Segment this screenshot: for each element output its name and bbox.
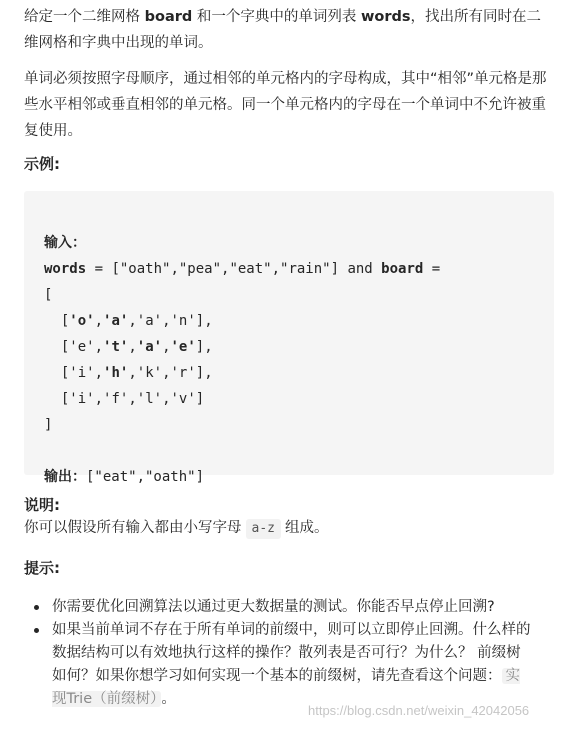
- board-cell: 't': [103, 339, 129, 355]
- board-cell: 'f': [103, 391, 129, 407]
- board-cell: 'o': [69, 313, 95, 329]
- board-cell: 'k': [136, 365, 163, 381]
- board-cell: 'i': [69, 365, 95, 381]
- output-label: 输出：: [44, 469, 86, 485]
- board-term: board: [144, 9, 193, 25]
- note-text-part: 你可以假设所有输入都由小写字母: [24, 520, 242, 536]
- hints-heading: 提示:: [24, 559, 60, 577]
- note-text: [24, 517, 328, 539]
- board-cell: 'e': [69, 339, 95, 355]
- board-cell: 'a': [136, 313, 163, 329]
- intro-paragraph-2: 单词必须按照字母顺序，通过相邻的单元格内的字母构成，其中“相邻”单元格是那些水平相邻或垂直相邻的单元格。同一个单元格内的字母在一个单词中不允许被重复使用。: [24, 71, 547, 139]
- board-cell: 'i': [69, 391, 95, 407]
- hint-text: 如果当前单词不存在于所有单词的前缀中，则可以立即停止回溯。什么样的数据结构可以有效地执行这样的操作？散列表是否可行？为什么？ 前缀树如何？如果你想学习如何实现一个基本的前缀树，请先查看这个问题：: [52, 622, 531, 684]
- code-content: [44, 204, 440, 490]
- example-code-block: [24, 191, 554, 485]
- intro-text: 给定一个二维网格: [24, 9, 145, 25]
- close-bracket: ]: [44, 417, 53, 433]
- hint-text: 你需要优化回溯算法以通过更大数据量的测试。你能否早点停止回溯?: [52, 599, 495, 615]
- hint-item: [34, 619, 534, 711]
- bullet-icon: [34, 605, 39, 610]
- board-cell: 'a': [103, 313, 129, 329]
- board-cell: 'v': [170, 391, 196, 407]
- output-value: ["eat","oath"]: [86, 469, 205, 485]
- bullet-icon: [34, 628, 39, 633]
- board-equals: =: [423, 261, 441, 277]
- intro-text: ，找出所有同时在二维网格和字典中出现的单词。: [24, 9, 542, 51]
- hint-text: 。: [161, 691, 176, 707]
- board-keyword: board: [381, 261, 424, 277]
- note-text-part: 组成。: [284, 520, 329, 536]
- board-cell: 'l': [136, 391, 163, 407]
- board-cell: 'a': [136, 339, 163, 355]
- input-label: 输入：: [44, 235, 86, 251]
- words-term: words: [360, 9, 411, 25]
- board-row-3: ['i','h','k','r'],: [44, 365, 213, 381]
- open-bracket: [: [44, 287, 53, 303]
- intro-paragraph-1: [24, 4, 554, 56]
- example-heading: 示例:: [24, 155, 60, 173]
- intro-text: 和一个字典中的单词列表: [192, 9, 361, 25]
- board-row-1: ['o','a','a','n'],: [44, 313, 213, 329]
- watermark: https://blog.csdn.net/weixin_42042056: [308, 703, 530, 718]
- board-row-2: ['e','t','a','e'],: [44, 339, 213, 355]
- board-cell: 'h': [103, 365, 129, 381]
- board-cell: 'n': [170, 313, 196, 329]
- note-heading: 说明:: [24, 496, 60, 514]
- board-cell: 'e': [170, 339, 196, 355]
- board-row-4: ['i','f','l','v']: [44, 391, 205, 407]
- hints-list: [34, 596, 534, 711]
- words-keyword: words: [44, 261, 87, 277]
- words-value: = ["oath","pea","eat","rain"] and: [86, 261, 382, 277]
- trie-problem-link[interactable]: 实现Trie（前缀树）: [52, 668, 520, 707]
- board-cell: 'r': [170, 365, 196, 381]
- inline-code-a-z: a-z: [246, 519, 281, 539]
- hint-item: [34, 596, 534, 619]
